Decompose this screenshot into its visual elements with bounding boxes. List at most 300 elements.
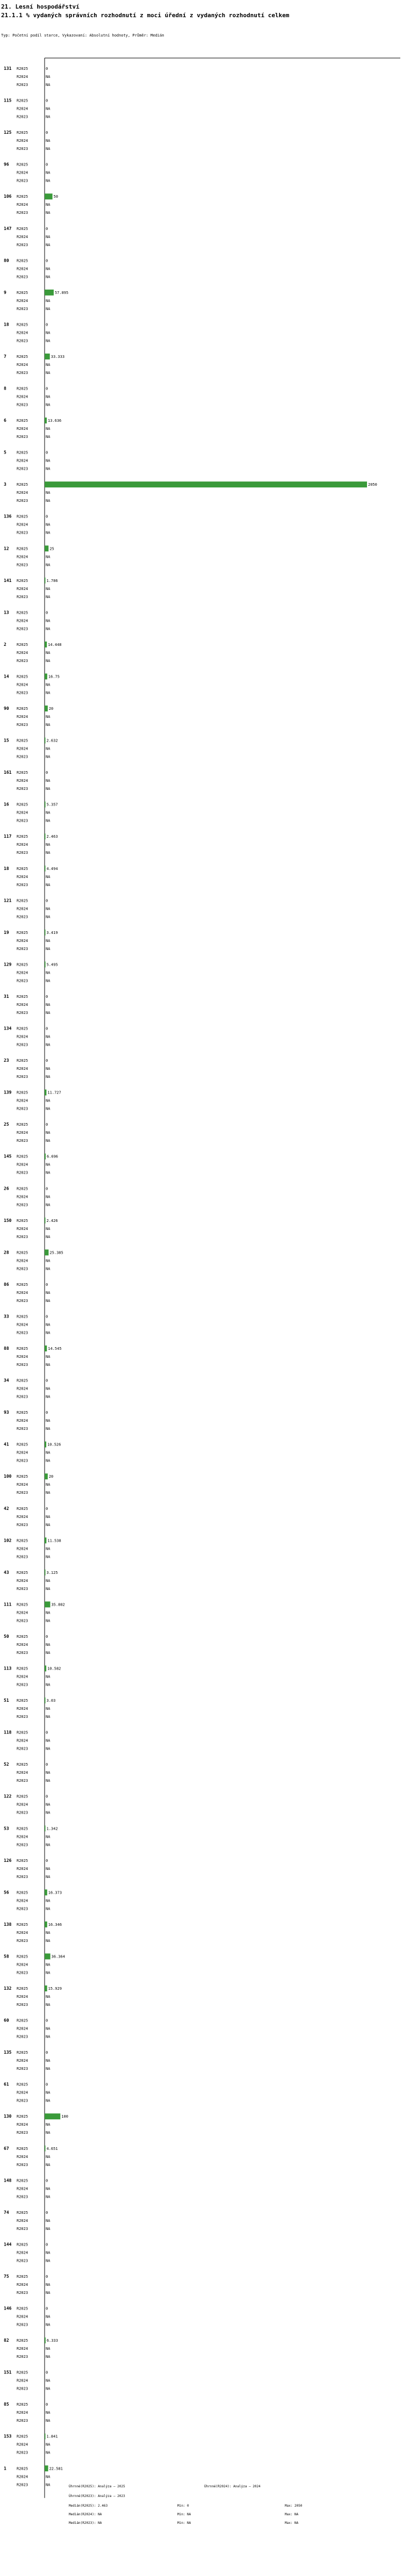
page-subtitle: 21.1.1 % vydaných správních rozhodnutí z moci úřední z vydaných rozhodnutí celkem xyxy=(1,12,290,19)
row-label: R2025 xyxy=(17,354,28,359)
row-label: R2023 xyxy=(17,1394,28,1399)
data-label: NA xyxy=(46,1234,51,1239)
row-label: R2025 xyxy=(17,1794,28,1799)
data-label: NA xyxy=(46,1546,51,1551)
row-label: R2023 xyxy=(17,83,28,87)
data-label: NA xyxy=(46,1170,51,1175)
data-label: NA xyxy=(46,2258,51,2263)
group-label: 132 xyxy=(4,1986,12,1991)
group-label: 67 xyxy=(4,2146,9,2151)
group-label: 115 xyxy=(4,98,12,103)
data-label: NA xyxy=(46,2194,51,2199)
data-label: NA xyxy=(46,170,51,175)
row-label: R2023 xyxy=(17,2098,28,2103)
data-label: NA xyxy=(46,978,51,983)
row-label: R2024 xyxy=(17,2347,28,2351)
data-label: 5.357 xyxy=(46,802,58,807)
group-label: 88 xyxy=(4,1346,9,1351)
data-label: 3.125 xyxy=(46,1570,58,1575)
data-label: 0 xyxy=(46,1026,48,1031)
data-label: NA xyxy=(46,2162,51,2167)
page-title: 21. Lesní hospodářství xyxy=(1,3,80,10)
row-label: R2025 xyxy=(17,707,28,711)
group-label: 146 xyxy=(4,2306,12,2311)
group-label: 41 xyxy=(4,1442,9,1447)
data-label: 0 xyxy=(46,1059,48,1063)
group-label: 122 xyxy=(4,1794,12,1799)
group-label: 130 xyxy=(4,2114,12,2119)
data-label: NA xyxy=(46,2067,51,2071)
data-label: 0 xyxy=(46,1858,48,1863)
group-label: 19 xyxy=(4,930,9,935)
data-label: NA xyxy=(46,1427,51,1431)
data-label: 6.696 xyxy=(46,1154,59,1159)
data-label: 50 xyxy=(53,195,59,199)
data-label: 0 xyxy=(46,1730,48,1735)
data-label: NA xyxy=(46,1618,51,1623)
data-label: NA xyxy=(46,1162,51,1167)
group-label: 74 xyxy=(4,2210,9,2215)
data-label: 16.75 xyxy=(48,674,60,679)
row-label: R2023 xyxy=(17,882,28,887)
row-label: R2024 xyxy=(17,1355,28,1359)
row-label: R2024 xyxy=(17,2090,28,2095)
row-label: R2023 xyxy=(17,1139,28,1143)
data-bar xyxy=(45,1825,46,1831)
group-label: 8 xyxy=(4,386,6,391)
row-label: R2023 xyxy=(17,1522,28,1527)
row-label: R2025 xyxy=(17,2466,28,2471)
data-label: NA xyxy=(46,594,51,599)
row-label: R2024 xyxy=(17,458,28,463)
data-bar xyxy=(45,738,46,744)
data-label: 0 xyxy=(46,2210,48,2215)
data-label: NA xyxy=(46,330,51,335)
row-label: R2023 xyxy=(17,1170,28,1175)
row-label: R2025 xyxy=(17,738,28,743)
data-label: 0 xyxy=(46,226,48,231)
data-label: NA xyxy=(46,114,51,119)
data-label: NA xyxy=(46,2003,51,2007)
row-label: R2023 xyxy=(17,435,28,440)
data-label: NA xyxy=(46,627,51,631)
data-label: NA xyxy=(46,458,51,463)
data-label: NA xyxy=(46,2442,51,2447)
row-label: R2025 xyxy=(17,1250,28,1255)
row-label: R2024 xyxy=(17,1546,28,1551)
row-label: R2025 xyxy=(17,1474,28,1479)
group-label: 161 xyxy=(4,770,12,775)
data-label: NA xyxy=(46,1771,51,1775)
data-label: NA xyxy=(46,2450,51,2455)
data-label: NA xyxy=(46,1195,51,1199)
group-label: 113 xyxy=(4,1666,12,1671)
row-label: R2024 xyxy=(17,491,28,495)
row-label: R2024 xyxy=(17,522,28,527)
group-label: 7 xyxy=(4,354,6,359)
row-label: R2023 xyxy=(17,915,28,919)
row-label: R2023 xyxy=(17,1427,28,1431)
data-label: NA xyxy=(46,1322,51,1327)
row-label: R2023 xyxy=(17,818,28,823)
data-label: NA xyxy=(46,466,51,471)
data-bar xyxy=(45,1345,47,1351)
data-label: NA xyxy=(46,1866,51,1871)
row-label: R2024 xyxy=(17,843,28,847)
group-label: 31 xyxy=(4,994,9,999)
row-label: R2025 xyxy=(17,802,28,807)
group-label: 125 xyxy=(4,130,12,135)
data-label: NA xyxy=(46,1514,51,1519)
data-label: NA xyxy=(46,1386,51,1391)
data-label: NA xyxy=(46,1898,51,1903)
data-label: NA xyxy=(46,499,51,503)
data-label: NA xyxy=(46,715,51,719)
group-label: 136 xyxy=(4,514,12,519)
row-label: R2023 xyxy=(17,2450,28,2455)
row-label: R2023 xyxy=(17,2194,28,2199)
group-label: 1 xyxy=(4,2466,6,2471)
row-label: R2024 xyxy=(17,1802,28,1807)
data-label: NA xyxy=(46,1834,51,1839)
row-label: R2023 xyxy=(17,1970,28,1975)
data-label: NA xyxy=(46,1298,51,1303)
group-label: 153 xyxy=(4,2434,12,2439)
group-label: 18 xyxy=(4,322,9,327)
data-label: 0 xyxy=(46,1794,48,1799)
data-label: 0 xyxy=(46,1634,48,1639)
row-label: R2024 xyxy=(17,203,28,207)
row-label: R2024 xyxy=(17,810,28,815)
data-label: NA xyxy=(46,1810,51,1815)
group-label: 150 xyxy=(4,1218,12,1223)
row-label: R2023 xyxy=(17,1491,28,1495)
data-label: 0 xyxy=(46,98,48,103)
row-label: R2023 xyxy=(17,723,28,727)
row-label: R2024 xyxy=(17,746,28,751)
data-label: NA xyxy=(46,2410,51,2415)
data-label: NA xyxy=(46,530,51,535)
group-label: 96 xyxy=(4,162,9,167)
data-label: 36.364 xyxy=(51,1954,65,1959)
data-label: NA xyxy=(46,1458,51,1463)
row-label: R2023 xyxy=(17,1682,28,1687)
data-label: 0 xyxy=(46,2402,48,2407)
row-label: R2025 xyxy=(17,578,28,583)
data-label: NA xyxy=(46,1483,51,1487)
data-label: NA xyxy=(46,1674,51,1679)
data-label: NA xyxy=(46,1067,51,1071)
data-label: NA xyxy=(46,1106,51,1111)
row-label: R2025 xyxy=(17,962,28,967)
row-label: R2023 xyxy=(17,1234,28,1239)
data-label: 0 xyxy=(46,386,48,391)
data-label: NA xyxy=(46,1746,51,1751)
data-label: NA xyxy=(46,787,51,791)
data-label: NA xyxy=(46,1578,51,1583)
row-label: R2024 xyxy=(17,650,28,655)
data-label: NA xyxy=(46,618,51,623)
row-label: R2025 xyxy=(17,1314,28,1319)
group-label: 18 xyxy=(4,866,9,871)
data-label: 6.333 xyxy=(46,2338,58,2343)
row-label: R2024 xyxy=(17,267,28,271)
row-label: R2025 xyxy=(17,610,28,615)
row-label: R2025 xyxy=(17,322,28,327)
data-label: NA xyxy=(46,970,51,975)
data-bar xyxy=(45,193,53,199)
data-label: NA xyxy=(46,1586,51,1591)
row-label: R2024 xyxy=(17,234,28,239)
data-label: NA xyxy=(46,1682,51,1687)
data-label: NA xyxy=(46,370,51,375)
row-label: R2025 xyxy=(17,514,28,519)
row-label: R2025 xyxy=(17,1634,28,1639)
data-label: NA xyxy=(46,843,51,847)
data-bar xyxy=(45,2465,48,2471)
row-label: R2025 xyxy=(17,771,28,775)
row-label: R2024 xyxy=(17,2122,28,2127)
row-label: R2025 xyxy=(17,1026,28,1031)
row-label: R2025 xyxy=(17,162,28,167)
data-label: NA xyxy=(46,1802,51,1807)
row-label: R2023 xyxy=(17,1555,28,1559)
data-label: NA xyxy=(46,2059,51,2063)
row-label: R2024 xyxy=(17,1098,28,1103)
row-label: R2025 xyxy=(17,1347,28,1351)
data-label: 0 xyxy=(46,2050,48,2055)
data-bar xyxy=(45,961,46,967)
row-label: R2024 xyxy=(17,1771,28,1775)
group-label: 2 xyxy=(4,642,6,647)
data-label: NA xyxy=(46,75,51,79)
row-label: R2023 xyxy=(17,1203,28,1207)
data-label: 16.346 xyxy=(48,1922,62,1927)
footer-min-r2024: Min: NA xyxy=(177,2513,191,2516)
row-label: R2023 xyxy=(17,178,28,183)
data-label: NA xyxy=(46,1450,51,1455)
row-label: R2023 xyxy=(17,466,28,471)
data-bar xyxy=(45,1697,46,1703)
row-label: R2023 xyxy=(17,242,28,247)
row-label: R2025 xyxy=(17,131,28,135)
data-label: 16.373 xyxy=(48,1890,62,1895)
row-label: R2025 xyxy=(17,2274,28,2279)
group-label: 147 xyxy=(4,226,12,231)
data-label: 5.495 xyxy=(46,962,58,967)
data-bar xyxy=(45,481,367,487)
data-label: NA xyxy=(46,203,51,207)
data-label: NA xyxy=(46,1075,51,1080)
group-label: 151 xyxy=(4,2370,12,2375)
row-label: R2023 xyxy=(17,1042,28,1047)
row-label: R2024 xyxy=(17,2314,28,2319)
data-label: 1.342 xyxy=(46,1826,58,1831)
row-label: R2024 xyxy=(17,2059,28,2063)
row-label: R2023 xyxy=(17,2355,28,2359)
footer-median-r2023: Medián(R2023): NA xyxy=(69,2521,102,2525)
data-label: NA xyxy=(46,339,51,343)
data-label: NA xyxy=(46,2098,51,2103)
row-label: R2023 xyxy=(17,627,28,631)
data-label: NA xyxy=(46,2355,51,2359)
row-label: R2025 xyxy=(17,1954,28,1959)
row-label: R2025 xyxy=(17,2306,28,2311)
row-label: R2023 xyxy=(17,2131,28,2135)
row-label: R2025 xyxy=(17,419,28,423)
row-label: R2024 xyxy=(17,555,28,559)
row-label: R2025 xyxy=(17,1506,28,1511)
data-label: NA xyxy=(46,1355,51,1359)
data-label: 0 xyxy=(46,1411,48,1415)
data-label: 0 xyxy=(46,898,48,903)
data-label: 13.636 xyxy=(47,419,62,423)
row-label: R2023 xyxy=(17,1618,28,1623)
row-label: R2024 xyxy=(17,1226,28,1231)
row-label: R2025 xyxy=(17,642,28,647)
group-label: 58 xyxy=(4,1954,9,1959)
data-label: NA xyxy=(46,402,51,407)
group-label: 14 xyxy=(4,674,9,679)
data-label: NA xyxy=(46,2090,51,2095)
data-label: 57.895 xyxy=(54,290,69,295)
row-label: R2025 xyxy=(17,2210,28,2215)
data-label: 0 xyxy=(46,2274,48,2279)
row-label: R2025 xyxy=(17,1059,28,1063)
data-label: 3.419 xyxy=(46,930,58,935)
group-label: 117 xyxy=(4,834,12,839)
row-label: R2025 xyxy=(17,1378,28,1383)
row-label: R2023 xyxy=(17,594,28,599)
data-label: NA xyxy=(46,2034,51,2039)
row-label: R2023 xyxy=(17,1810,28,1815)
data-label: NA xyxy=(46,1843,51,1847)
row-label: R2025 xyxy=(17,1762,28,1767)
data-label: NA xyxy=(46,522,51,527)
footer-max-r2023: Max: NA xyxy=(285,2521,299,2525)
data-bar xyxy=(45,578,46,584)
data-label: NA xyxy=(46,2250,51,2255)
data-label: NA xyxy=(46,1363,51,1367)
row-label: R2025 xyxy=(17,2402,28,2407)
data-label: NA xyxy=(46,1970,51,1975)
data-label: NA xyxy=(46,555,51,559)
data-bar xyxy=(45,802,46,808)
row-label: R2025 xyxy=(17,1090,28,1095)
group-label: 118 xyxy=(4,1730,12,1735)
data-label: 0 xyxy=(46,610,48,615)
row-label: R2025 xyxy=(17,866,28,871)
row-label: R2025 xyxy=(17,1538,28,1543)
row-label: R2024 xyxy=(17,106,28,111)
row-label: R2025 xyxy=(17,2338,28,2343)
row-label: R2024 xyxy=(17,2410,28,2415)
row-label: R2023 xyxy=(17,2162,28,2167)
data-bar xyxy=(45,1218,46,1224)
row-label: R2024 xyxy=(17,1131,28,1135)
row-label: R2023 xyxy=(17,1715,28,1719)
row-label: R2024 xyxy=(17,2026,28,2031)
row-label: R2025 xyxy=(17,674,28,679)
group-label: 82 xyxy=(4,2338,9,2343)
group-label: 9 xyxy=(4,290,6,295)
data-label: NA xyxy=(46,139,51,143)
data-label: NA xyxy=(46,2483,51,2487)
group-label: 53 xyxy=(4,1826,9,1831)
row-label: R2025 xyxy=(17,226,28,231)
data-label: 2.426 xyxy=(46,1218,58,1223)
data-label: NA xyxy=(46,2122,51,2127)
data-label: 1.786 xyxy=(46,578,58,583)
data-label: 4.651 xyxy=(46,2146,58,2151)
row-label: R2024 xyxy=(17,1930,28,1935)
data-label: 25.385 xyxy=(49,1250,63,1255)
data-label: NA xyxy=(46,1874,51,1879)
data-label: 0 xyxy=(46,258,48,263)
data-label: NA xyxy=(46,1995,51,1999)
data-label: NA xyxy=(46,2347,51,2351)
data-label: 0 xyxy=(46,514,48,519)
group-label: 52 xyxy=(4,1762,9,1767)
data-label: NA xyxy=(46,1962,51,1967)
data-label: NA xyxy=(46,810,51,815)
data-label: 11.538 xyxy=(47,1538,61,1543)
group-label: 129 xyxy=(4,962,12,967)
data-label: 0 xyxy=(46,131,48,135)
data-label: NA xyxy=(46,1330,51,1335)
row-label: R2023 xyxy=(17,147,28,152)
data-label: 10.526 xyxy=(47,1442,61,1447)
data-label: 2.463 xyxy=(46,834,58,839)
group-label: 145 xyxy=(4,1154,12,1159)
group-label: 141 xyxy=(4,578,12,583)
data-label: 10.582 xyxy=(47,1666,61,1671)
data-bar xyxy=(45,1442,46,1448)
row-label: R2024 xyxy=(17,1419,28,1423)
row-label: R2023 xyxy=(17,2003,28,2007)
data-label: NA xyxy=(46,1555,51,1559)
data-label: NA xyxy=(46,2474,51,2479)
data-label: NA xyxy=(46,2314,51,2319)
row-label: R2023 xyxy=(17,2483,28,2487)
data-label: 0 xyxy=(46,2370,48,2375)
data-label: NA xyxy=(46,563,51,567)
group-label: 23 xyxy=(4,1058,9,1063)
row-label: R2023 xyxy=(17,690,28,695)
data-label: NA xyxy=(46,1042,51,1047)
row-label: R2024 xyxy=(17,779,28,783)
data-bar xyxy=(45,418,47,423)
data-bar xyxy=(45,2113,60,2119)
data-bar xyxy=(45,1922,47,1927)
data-bar xyxy=(45,930,46,936)
row-label: R2023 xyxy=(17,658,28,663)
row-label: R2024 xyxy=(17,1514,28,1519)
row-label: R2023 xyxy=(17,1779,28,1783)
row-label: R2024 xyxy=(17,298,28,303)
data-label: 0 xyxy=(46,322,48,327)
group-label: 25 xyxy=(4,1122,9,1127)
data-label: 3.03 xyxy=(46,1699,56,1703)
row-label: R2024 xyxy=(17,1162,28,1167)
row-label: R2023 xyxy=(17,499,28,503)
data-label: NA xyxy=(46,2322,51,2327)
data-bar xyxy=(45,642,47,647)
data-label: NA xyxy=(46,818,51,823)
data-label: 20 xyxy=(48,707,54,711)
data-bar xyxy=(45,1249,48,1255)
data-label: NA xyxy=(46,1522,51,1527)
